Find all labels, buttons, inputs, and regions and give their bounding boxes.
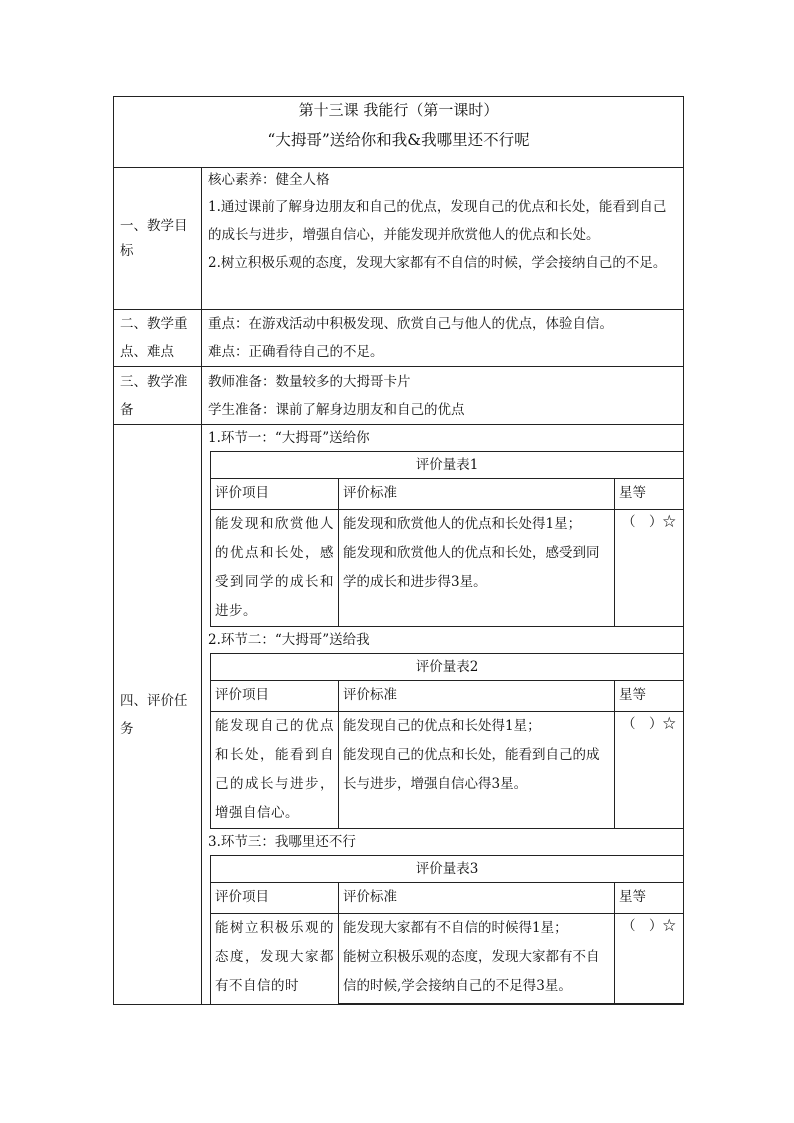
- tasks-label: 四、评价任务: [114, 425, 202, 1005]
- goals-label: 一、教学目标: [114, 168, 202, 310]
- rubric-2-rating[interactable]: （ ）☆: [615, 712, 684, 829]
- teacher-prep: 教师准备：数量较多的大拇哥卡片: [208, 373, 411, 390]
- section-2-heading: 2.环节二：“大拇哥”送给我: [208, 632, 370, 648]
- rubric-1-header-rating: 星等: [615, 479, 684, 510]
- rubric-2-criterion-1: 能发现自己的优点和长处得1星；: [343, 718, 541, 734]
- key-points-label: 二、教学重点、难点: [114, 310, 202, 367]
- rubric-3-criterion-2: 能树立积极乐观的态度，发现大家都有不自信的时候,学会接纳自己的不足得3星。: [343, 949, 600, 994]
- rubric-1-header-criteria: 评价标准: [339, 479, 615, 510]
- preparation-content: [202, 367, 684, 425]
- rubric-3-header-criteria: 评价标准: [339, 883, 615, 914]
- goals-row: [114, 168, 684, 310]
- difficult-point: 难点：正确看待自己的不足。: [208, 344, 384, 360]
- rubric-3-rating[interactable]: （ ）☆: [615, 914, 684, 1004]
- rubric-3-criterion-1: 能发现大家都有不自信的时候得1星；: [343, 920, 568, 936]
- rubric-2-caption: 评价量表2: [211, 654, 684, 681]
- rubric-2-criterion-2: 能发现自己的优点和长处，能看到自己的成长与进步，增强自信心得3星。: [343, 747, 600, 792]
- preparation-label: 三、教学准备: [114, 367, 202, 425]
- rubric-3-caption: 评价量表3: [211, 856, 684, 883]
- key-points-content: [202, 310, 684, 367]
- rubric-2-header-item: 评价项目: [211, 681, 339, 712]
- core-literacy: 核心素养：健全人格: [208, 172, 330, 188]
- lesson-subtitle: “大拇哥”送给你和我&我哪里还不行呢: [267, 131, 530, 149]
- rubric-3-header-item: 评价项目: [211, 883, 339, 914]
- rubric-2-header-rating: 星等: [615, 681, 684, 712]
- goal-1: 1.通过课前了解身边朋友和自己的优点，发现自己的优点和长处，能看到自己的成长与进步，增强自信心，并能发现并欣赏他人的优点和长处。: [208, 199, 667, 243]
- rubric-3-header-rating: 星等: [615, 883, 684, 914]
- rubric-1-criteria: [339, 510, 615, 627]
- key-points-row: [114, 310, 684, 367]
- preparation-row: [114, 367, 684, 425]
- section-3-heading: 3.环节三：我哪里还不行: [208, 834, 356, 850]
- lesson-title: 第十三课 我能行（第一课时）: [298, 101, 499, 119]
- rubric-table-2: [210, 653, 684, 829]
- rubric-2-header-criteria: 评价标准: [339, 681, 615, 712]
- rubric-1-criterion-1: 能发现和欣赏他人的优点和长处得1星；: [343, 516, 582, 532]
- tasks-content: [202, 425, 684, 1005]
- lesson-plan: [113, 96, 683, 1005]
- student-prep: 学生准备：课前了解身边朋友和自己的优点: [208, 401, 465, 418]
- rubric-1-rating[interactable]: （ ）☆: [615, 510, 684, 627]
- key-point: 重点：在游戏活动中积极发现、欣赏自己与他人的优点，体验自信。: [208, 316, 613, 332]
- title-cell: [114, 97, 684, 168]
- rubric-1-header-item: 评价项目: [211, 479, 339, 510]
- rubric-1-item: 能发现和欣赏他人的优点和长处，感受到同学的成长和进步。: [211, 510, 339, 627]
- goal-2: 2.树立积极乐观的态度，发现大家都有不自信的时候，学会接纳自己的不足。: [208, 255, 667, 271]
- rubric-1-criterion-2: 能发现和欣赏他人的优点和长处，感受到同学的成长和进步得3星。: [343, 545, 600, 590]
- rubric-table-1: [210, 451, 684, 627]
- rubric-2-item: 能发现自己的优点和长处，能看到自己的成长与进步，增强自信心。: [211, 712, 339, 829]
- title-row: [114, 97, 684, 168]
- section-1-heading: 1.环节一：“大拇哥”送给你: [208, 430, 370, 446]
- tasks-row: [114, 425, 684, 1005]
- rubric-3-item: 能树立积极乐观的态度，发现大家都有不自信的时: [211, 914, 339, 1004]
- rubric-table-3: [210, 855, 684, 1004]
- rubric-3-criteria: [339, 914, 615, 1004]
- rubric-2-criteria: [339, 712, 615, 829]
- lesson-plan-table: [113, 96, 684, 1005]
- goals-content: [202, 168, 684, 310]
- rubric-1-caption: 评价量表1: [211, 452, 684, 479]
